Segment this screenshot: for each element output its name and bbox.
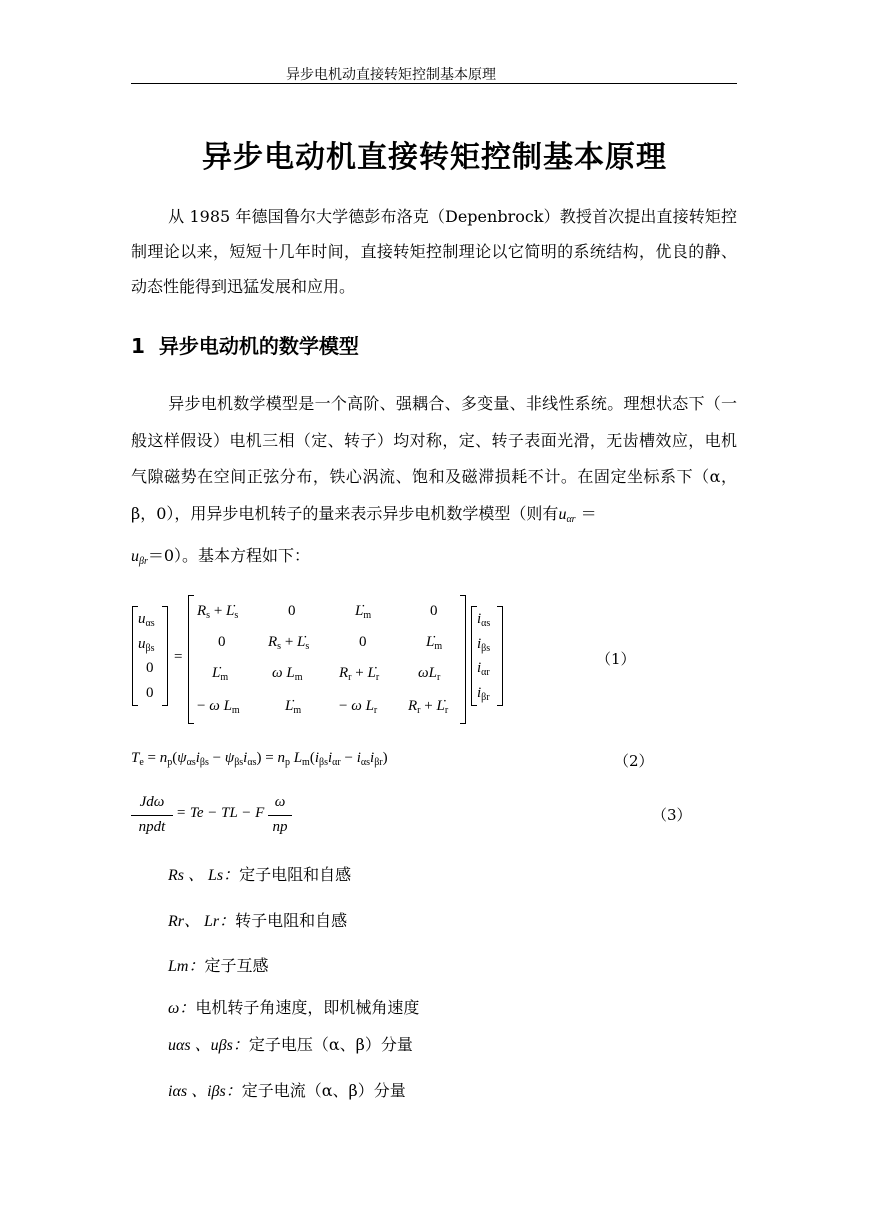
definition-symbol: iαs 、iβs： [168,1083,242,1100]
m34: $\omega L_r$ [418,665,441,683]
definition-text: 电机转子角速度，即机械角速度 [195,998,420,1017]
equation-2: $T_e = n_p(\psi_{\alpha s}i_{\beta s} - \psi_{\beta s}i_{\alpha s}) = n_p$ $L_m(i_{\beta s}i_{\alpha r} - i_{\alpha s}i_{\beta r})$ [131,750,388,768]
definition-text: 转子电阻和自感 [235,911,348,930]
definition-text: 定子互感 [204,956,269,975]
definition-symbol: Lm： [168,958,205,975]
vec-i-alpha-r: $i_{\alpha r}$ [477,660,490,678]
m44: $R_r + L_r$ [408,698,449,716]
left-vector-bracket-close [162,606,168,706]
definition-symbol: uαs 、uβs： [168,1037,249,1054]
page-title: 异步电动机直接转矩控制基本原理 [202,140,667,175]
vec-zero-1: 0 [146,660,154,676]
matrix-bracket-close [460,595,466,724]
eq3-lhs-bar [131,815,173,816]
eq3-lhs-denominator: npdt [138,819,166,835]
m14: 0 [430,603,438,619]
m32: ω $L_m$ [272,665,303,683]
equation-2-number: （2） [614,752,654,770]
definition-item [168,862,351,885]
eq3-middle: = Te − TL − F [176,805,265,821]
eq3-rhs-bar [268,815,292,816]
eq3-lhs-numerator: Jdω [139,794,165,810]
m22: $R_s + L_s$ [268,634,310,652]
eq3-rhs-numerator: ω [274,794,286,810]
equation-1-number: （1） [596,650,636,668]
equation-3-number: （3） [652,806,692,824]
vec-i-alpha-s: $i_{\alpha s}$ [477,611,491,629]
definition-item [168,995,419,1018]
section-heading [131,330,359,359]
vec-u-alpha-s: $u_{\alpha s}$ [138,611,155,629]
vec-i-beta-s: $i_{\beta s}$ [477,636,491,654]
section-title: 异步电动机的数学模型 [158,334,359,358]
m13: $L_m$ [355,603,372,621]
right-vector-bracket-close [497,606,503,706]
intro-text: 从 1985 年德国鲁尔大学德彭布洛克（Depenbrock）教授首次提出直接转矩控制理论以来，短短十几年时间，直接转矩控制理论以它简明的系统结构，优良的静、动态性能得到迅猛发展和应用。 [131,207,737,296]
definition-symbol: Rr、 Lr： [168,913,236,930]
model-tail: ＝0）。基本方程如下： [147,546,311,565]
m42: $L_m$ [285,698,302,716]
u-beta-r-symbol: $u_{\beta r}$ [131,548,148,567]
m31: $L_m$ [212,665,229,683]
model-eq-sign: ＝ [580,503,597,523]
m11: $R_s + L_s$ [197,603,239,621]
vec-u-beta-s: $u_{\beta s}$ [138,636,155,654]
section-number: 1 [131,334,145,358]
vec-i-beta-r: $i_{\beta r}$ [477,685,490,703]
definition-item [168,1032,413,1055]
m12: 0 [288,603,296,619]
m24: $L_m$ [426,634,443,652]
definition-item [168,1078,406,1101]
vec-zero-2: 0 [146,685,154,701]
definition-symbol: Rs 、 Ls： [168,867,240,884]
m23: 0 [359,634,367,650]
eq3-rhs-denominator: np [272,819,288,835]
model-paragraph [131,386,737,581]
header-rule [131,83,737,84]
definition-text: 定子电流（α、β）分量 [241,1081,406,1100]
m21: 0 [218,634,226,650]
m41: − ω $L_m$ [197,698,240,716]
u-alpha-r-symbol: $u_{\alpha r}$ [558,505,576,525]
running-header: 异步电机动直接转矩控制基本原理 [286,67,496,83]
definition-item [168,908,347,931]
definition-symbol: ω： [168,1000,196,1017]
definition-text: 定子电压（α、β）分量 [248,1035,413,1054]
equals-sign: = [174,649,183,665]
matrix-bracket-open [188,595,194,724]
m33: $R_r + L_r$ [339,665,380,683]
intro-paragraph [131,199,737,304]
m43: − ω $L_r$ [339,698,378,716]
definition-item [168,953,268,976]
model-text: 异步电机数学模型是一个高阶、强耦合、多变量、非线性系统。理想状态下（一般这样假设）电机三相（定、转子）均对称，定、转子表面光滑，无齿槽效应，电机气隙磁势在空间正弦分布，铁心涡流、饱和及磁滞损耗不计。在固定坐标系下（α，β，0），用异步电机转子的量来表示异步电机数学模型（则有 [131,394,737,523]
definition-text: 定子电阻和自感 [239,865,352,884]
